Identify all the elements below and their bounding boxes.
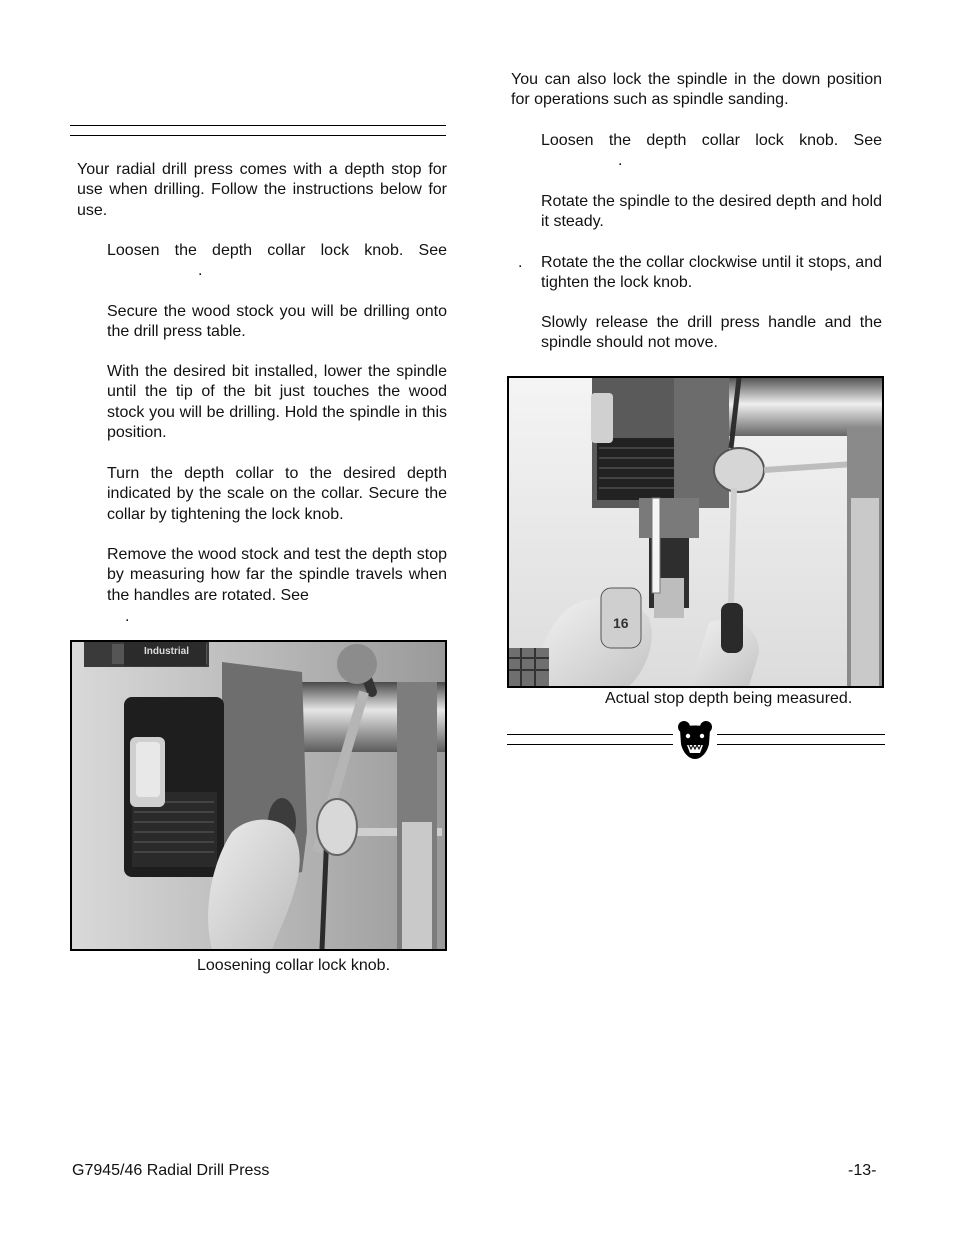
right-figure-caption: Actual stop depth being measured. [605,690,853,707]
divider-right-line-2 [717,744,885,745]
divider-right-line [717,734,885,735]
right-intro: You can also lock the spindle in the down position for operations such as spindle sanding. [511,71,882,109]
tape-measure-label: 16 [613,615,629,631]
divider-left-line-2 [507,744,673,745]
left-step-2: Secure the wood stock you will be drilling onto the drill press table. [107,303,447,341]
left-step-3: With the desired bit installed, lower the spindle until the tip of the bit just touches the wood stock you will be drilling. Hold the spindle in this position. [107,363,447,441]
depth-measure-image [509,378,882,686]
right-step-4: Slowly release the drill press handle and the spindle should not move. [541,314,882,352]
bear-head-icon [676,720,714,760]
drill-press-head-image [72,642,445,949]
left-step-1-end: . [198,262,203,279]
left-figure-caption: Loosening collar lock knob. [197,957,391,974]
right-step-3: Rotate the the collar clockwise until it stops, and tighten the lock knob. [541,254,882,292]
collar-lock-photo [70,640,447,951]
left-step-5-end: . [125,608,130,625]
section-top-rule-2 [70,135,446,136]
stop-depth-photo [507,376,884,688]
left-intro: Your radial drill press comes with a depth stop for use when drilling. Follow the instructions below for use. [77,161,447,219]
divider-left-line [507,734,673,735]
right-step-1-end: . [618,152,623,169]
left-step-1: Loosen the depth collar lock knob. See [107,242,447,259]
page-number: -13- [848,1162,877,1179]
right-step-2: Rotate the spindle to the desired depth and hold it steady. [541,193,882,231]
footer-title: G7945/46 Radial Drill Press [72,1162,270,1179]
left-step-5: Remove the wood stock and test the depth stop by measuring how far the spindle travels when the handles are rotated. See [107,546,447,604]
right-step-3-mark: . [518,254,523,271]
brand-label: Industrial [144,646,190,657]
left-step-4: Turn the depth collar to the desired depth indicated by the scale on the collar. Secure the collar by tightening the lock knob. [107,465,447,523]
section-top-rule [70,125,446,126]
right-step-1: Loosen the depth collar lock knob. See [541,132,882,149]
